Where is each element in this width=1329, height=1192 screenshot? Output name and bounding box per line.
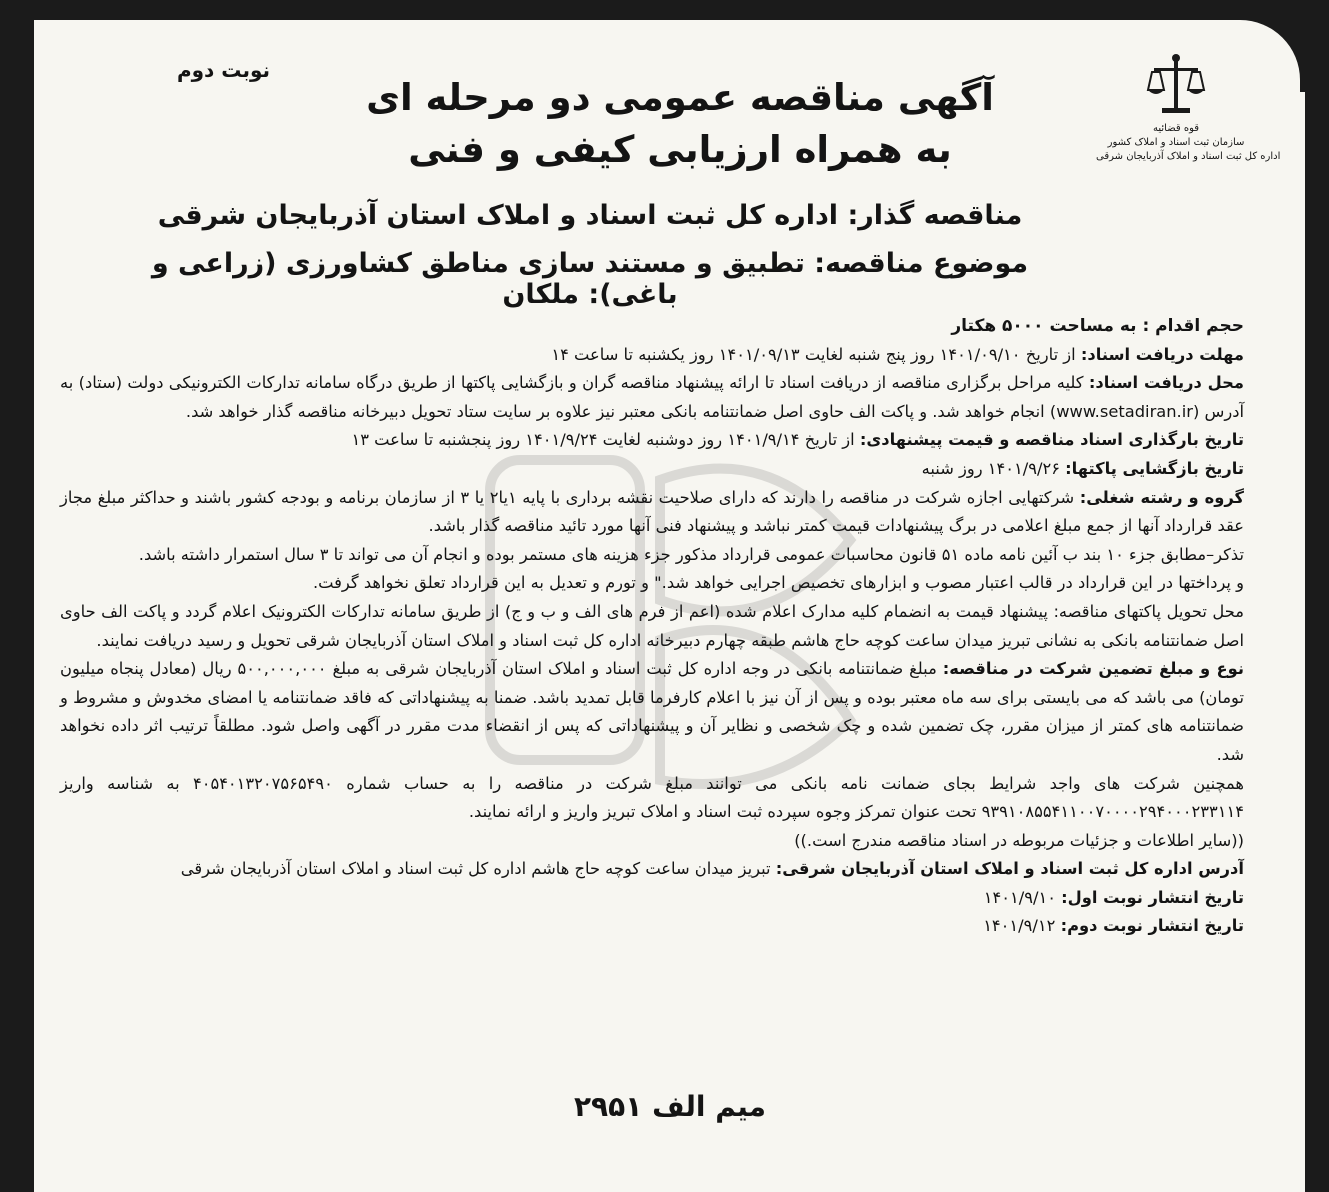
opening-text: ۱۴۰۱/۹/۲۶ روز شنبه bbox=[921, 458, 1060, 478]
publish-2-date: ۱۴۰۱/۹/۱۲ bbox=[983, 916, 1056, 936]
doc-place-label: محل دریافت اسناد: bbox=[1088, 373, 1244, 393]
address-label: آدرس اداره کل ثبت اسناد و املاک استان آذربایجان شرقی: bbox=[775, 859, 1244, 879]
title-line-2: به همراه ارزیابی کیفی و فنی bbox=[408, 128, 952, 171]
scales-of-justice-icon bbox=[1146, 52, 1206, 122]
subject-line: موضوع مناقصه: تطبیق و مستند سازی مناطق کشاورزی (زراعی و باغی): ملکان bbox=[151, 248, 1029, 310]
guarantee-label: نوع و مبلغ تضمین شرکت در مناقصه: bbox=[942, 659, 1244, 679]
address-text: تبریز میدان ساعت کوچه حاج هاشم اداره کل ثبت اسناد و املاک استان آذربایجان شرقی bbox=[180, 859, 771, 879]
emblem-line-3: اداره کل ثبت اسناد و املاک آذربایجان شرقی bbox=[1096, 151, 1281, 162]
group-paragraph bbox=[60, 484, 1244, 541]
doc-place-text-2: ) انجام خواهد شد. و پاکت الف حاوی اصل ضمانتنامه بانکی معتبر نیز علاوه بر سایت ستاد تحویل دبیرخانه مناقصه گذار خواهد شد. bbox=[185, 401, 1057, 421]
notice-body bbox=[60, 312, 1244, 941]
setad-url-link[interactable]: www.setadiran.ir bbox=[1056, 401, 1193, 421]
publish-2-paragraph bbox=[60, 912, 1244, 941]
address-paragraph bbox=[60, 855, 1244, 884]
publish-1-date: ۱۴۰۱/۹/۱۰ bbox=[983, 887, 1056, 907]
judiciary-emblem bbox=[1096, 52, 1281, 182]
publish-1-paragraph bbox=[60, 884, 1244, 913]
note-paragraph-2: و پرداختها در این قرارداد در قالب اعتبار مصوب و ابزارهای تخصیص اجرایی خواهد شد." و تورم و تعدیل به این قرارداد تعلق نخواهد گرفت. bbox=[312, 573, 1244, 593]
publish-2-label: تاریخ انتشار نوبت دوم: bbox=[1060, 916, 1244, 936]
notice-title bbox=[300, 72, 1060, 176]
opening-paragraph bbox=[60, 455, 1244, 484]
left-border bbox=[0, 0, 34, 1192]
other-info-paragraph: ((سایر اطلاعات و جزئیات مربوطه در اسناد مناقصه مندرج است.)) bbox=[794, 830, 1244, 850]
notice-code: میم الف ۲۹۵۱ bbox=[573, 1090, 767, 1123]
doc-deadline-text: از تاریخ ۱۴۰۱/۰۹/۱۰ روز پنج شنبه لغایت ۱۴۰۱/۰۹/۱۳ روز یکشنبه تا ساعت ۱۴ bbox=[551, 344, 1076, 364]
doc-deadline-paragraph bbox=[60, 341, 1244, 370]
volume-line: حجم اقدام : به مساحت ۵۰۰۰ هکتار bbox=[951, 316, 1244, 336]
right-border bbox=[1305, 0, 1329, 1192]
upload-paragraph bbox=[60, 426, 1244, 455]
doc-place-text-1: کلیه مراحل برگزاری مناقصه از دریافت اسناد تا ارائه پیشنهاد مناقصه گران و بازگشایی پاکتها از طریق درگاه سامانه تدارکات الکترونیکی دولت (ستاد) به آدرس ( bbox=[60, 373, 1244, 421]
title-line-1: آگهی مناقصه عمومی دو مرحله ای bbox=[366, 76, 994, 119]
guarantee-text: مبلغ ضمانتنامه بانکی در وجه اداره کل ثبت اسناد و املاک استان آذربایجان شرقی به مبلغ ۵۰۰,۰۰۰,۰۰۰ ریال (معادل پنجاه میلیون تومان) می باشد که می بایستی برای سه ماه معتبر بوده و پس از آن نیز با اعلام کارفرما قابل تمدید باشد. ضمنا به پیشنهاداتی که فاقد ضمانتنامه یا امضای مخدوش و مشروط و ضمانتنامه های کمتر از میزان مقرر، چک تضمین شده و چک شخصی و نظایر آن و پیشنهاداتی که پس از انقضاء مدت مقرر در آگهی واصل شود. مطلقاً ترتیب اثر داده نخواهد شد. bbox=[60, 659, 1244, 764]
doc-deadline-label: مهلت دریافت اسناد: bbox=[1080, 344, 1244, 364]
group-label: گروه و رشته شغلی: bbox=[1079, 487, 1245, 507]
delivery-paragraph: محل تحویل پاکتهای مناقصه: پیشنهاد قیمت به انضمام کلیه مدارک اعلام شده (اعم از فرم های الف و ب و ج) از طریق سامانه تدارکات الکترونیک اعلام گردد و پاکت الف حاوی اصل ضمانتنامه بانکی به نشانی تبریز میدان ساعت کوچه حاج هاشم طبقه چهارم دبیرخانه اداره کل ثبت اسناد و املاک استان آذربایجان شرقی تحویل و رسید دریافت نمایند. bbox=[60, 601, 1244, 650]
group-text: شرکتهایی اجازه شرکت در مناقصه را دارند که دارای صلاحیت نقشه برداری با پایه ۱یا۲ یا ۳ از سازمان برنامه و بودجه کشور باشند و حداکثر مبلغ مجاز عقد قرارداد آنها از جمع مبلغ اعلامی در برگ پیشنهادات قیمت کمتر نباشد و پیشنهاد فنی آنها مورد تائید مناقصه گذار باشد. bbox=[60, 487, 1244, 536]
doc-place-paragraph bbox=[60, 369, 1244, 426]
opening-label: تاریخ بازگشایی پاکتها: bbox=[1065, 458, 1244, 478]
upload-label: تاریخ بارگذاری اسناد مناقصه و قیمت پیشنهادی: bbox=[859, 430, 1244, 450]
deposit-paragraph: همچنین شرکت های واجد شرایط بجای ضمانت نامه بانکی می توانند مبلغ شرکت در مناقصه را به حساب شماره ۴۰۵۴۰۱۳۲۰۷۵۶۵۴۹۰ به شناسه واریز ۹۳۹۱۰۸۵۵۴۱۱۰۰۷۰۰۰۰۲۹۴۰۰۰۲۳۳۱۱۴ تحت عنوان تمرکز وجوه سپرده ثبت اسناد و املاک تبریز واریز و ارائه نمایند. bbox=[60, 773, 1245, 822]
publish-1-label: تاریخ انتشار نوبت اول: bbox=[1061, 887, 1244, 907]
guarantee-paragraph bbox=[60, 655, 1244, 769]
emblem-line-2: سازمان ثبت اسناد و املاک کشور bbox=[1107, 137, 1245, 148]
notice-round-label: نوبت دوم bbox=[176, 58, 270, 82]
upload-text: از تاریخ ۱۴۰۱/۹/۱۴ روز دوشنبه لغایت ۱۴۰۱/۹/۲۴ روز پنجشنبه تا ساعت ۱۳ bbox=[351, 430, 855, 450]
emblem-line-1: قوه قضائیه bbox=[1152, 123, 1200, 134]
note-paragraph-1: تذکر–مطابق جزء ۱۰ بند ب آئین نامه ماده ۵۱ قانون محاسبات عمومی قرارداد مذکور جزء هزینه های مستمر بوده و انجام آن می تواند تا ۳ سال استمرار داشته باشد. bbox=[138, 544, 1244, 564]
tenderer-line: مناقصه گذار: اداره کل ثبت اسناد و املاک استان آذربایجان شرقی bbox=[157, 200, 1023, 231]
